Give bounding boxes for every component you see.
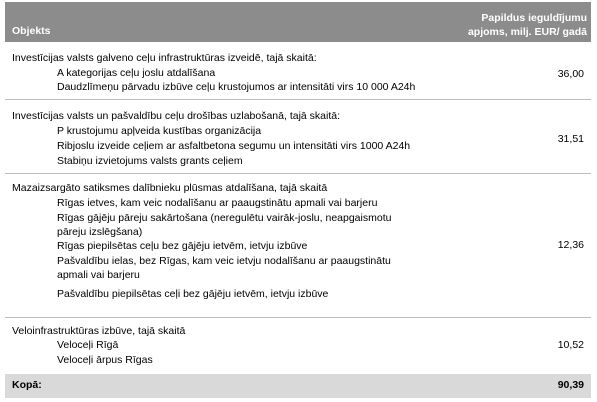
table-row xyxy=(5,99,591,174)
row-item: apmali vai barjeru xyxy=(57,269,140,281)
row-value: 10,52 xyxy=(557,339,584,351)
header-amount-line1: Papildus ieguldījumu xyxy=(481,12,587,24)
row-value: 12,36 xyxy=(557,239,584,251)
row-title: Veloinfrastruktūras izbūve, tajā skaitā xyxy=(12,325,186,337)
row-item: Rīgas gājēju pāreju sakārtošana (neregulētu vairāk-joslu, neapgaismotu xyxy=(57,212,392,224)
table-row xyxy=(5,42,591,100)
row-item: Pašvaldību ielas, bez Rīgas, kam veic ietvju nodalīšanu ar paaugstinātu xyxy=(57,255,391,267)
table-row xyxy=(5,317,591,374)
header-object: Objekts xyxy=(12,25,51,37)
table-row xyxy=(5,173,591,318)
row-item: Ribjoslu izveide ceļiem ar asfaltbetona segumu un intensitāti virs 1000 A24h xyxy=(57,140,411,152)
header-amount-line2: apjoms, milj. EUR/ gadā xyxy=(467,26,587,38)
header-amount xyxy=(468,11,587,39)
row-item: Veloceļi Rīgā xyxy=(57,339,119,351)
total-row xyxy=(5,374,591,398)
row-item: Daudzlīmeņu pārvadu izbūve ceļu krustojumos ar intensitāti virs 10 000 A24h xyxy=(57,81,416,93)
row-title: Mazaizsargāto satiksmes dalībnieku plūsmas atdalīšana, tajā skaitā xyxy=(12,182,328,194)
total-value: 90,39 xyxy=(557,379,584,391)
row-title: Investīcijas valsts galveno ceļu infrastruktūras izveidē, tajā skaitā: xyxy=(12,52,317,64)
row-item: Stabiņu izvietojums valsts grants ceļiem xyxy=(57,155,243,167)
row-item: Rīgas ietves, kam veic nodalīšanu ar paaugstinātu apmali vai barjeru xyxy=(57,197,378,209)
row-item: Pašvaldību piepilsētas ceļi bez gājēju ietvēm, ietvju izbūve xyxy=(57,288,329,300)
row-item: pāreju izslēgšana) xyxy=(57,226,143,238)
table-header xyxy=(5,2,591,42)
row-item: A kategorijas ceļu joslu atdalīšana xyxy=(57,67,216,79)
row-item: Rīgas piepilsētas ceļu bez gājēju ietvēm, ietvju izbūve xyxy=(57,240,308,252)
total-label: Kopā: xyxy=(12,379,42,391)
row-item: Veloceļi ārpus Rīgas xyxy=(57,354,153,366)
row-value: 31,51 xyxy=(557,133,584,145)
investment-table xyxy=(5,2,591,400)
row-title: Investīcijas valsts un pašvaldību ceļu drošības uzlabošanā, tajā skaitā: xyxy=(12,110,341,122)
row-value: 36,00 xyxy=(557,68,584,80)
row-item: P krustojumu apļveida kustības organizācija xyxy=(57,125,262,137)
